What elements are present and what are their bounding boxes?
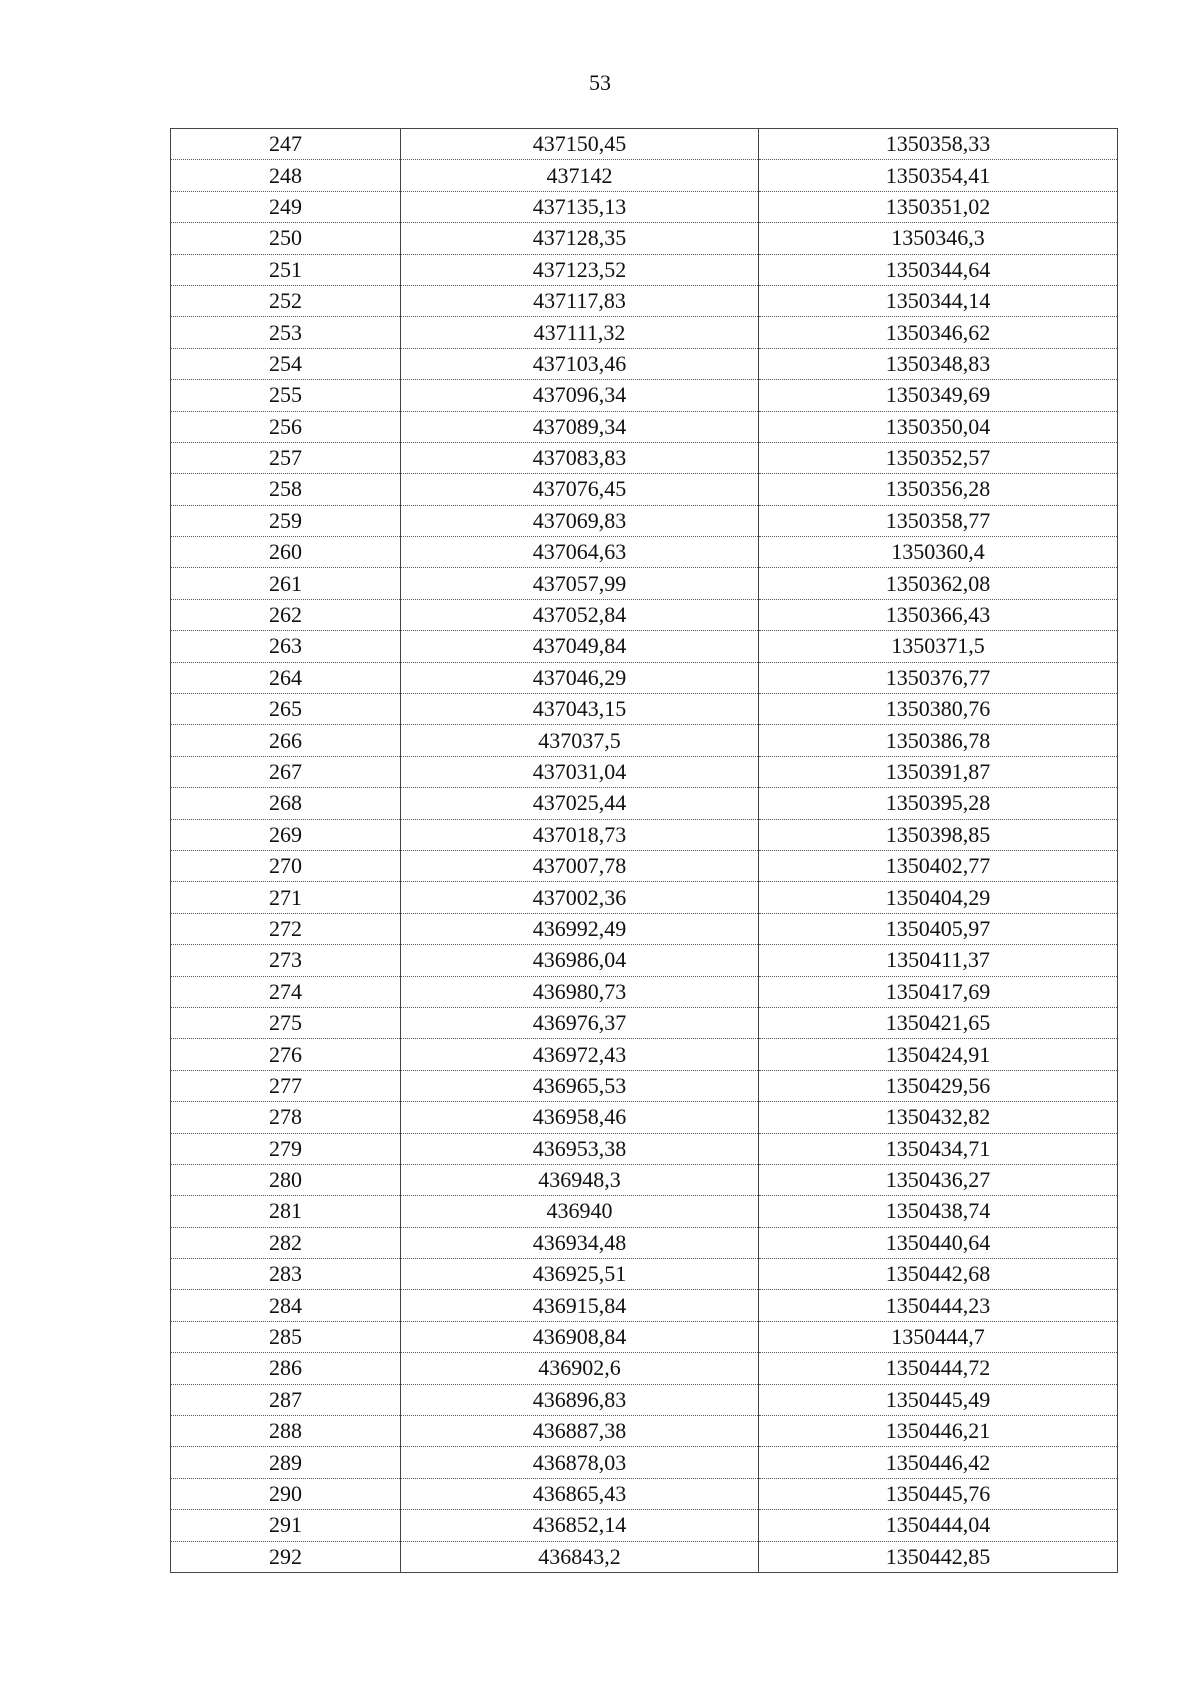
x-coordinate-cell: 436908,84 [401,1321,759,1352]
point-number-cell: 257 [171,442,401,473]
table-row [171,474,1118,505]
point-number-cell: 264 [171,662,401,693]
y-coordinate-cell: 1350358,33 [759,129,1118,160]
y-coordinate-cell: 1350356,28 [759,474,1118,505]
y-coordinate-cell: 1350346,62 [759,317,1118,348]
page-number: 53 [589,70,611,95]
point-number-cell: 289 [171,1447,401,1478]
y-coordinate-cell: 1350349,69 [759,380,1118,411]
point-number-cell: 269 [171,819,401,850]
table-row [171,160,1118,191]
coordinates-table-body [171,129,1118,1573]
y-coordinate-cell: 1350362,08 [759,568,1118,599]
y-coordinate-cell: 1350444,7 [759,1321,1118,1352]
y-coordinate-cell: 1350434,71 [759,1133,1118,1164]
x-coordinate-cell: 436986,04 [401,945,759,976]
x-coordinate-cell: 437007,78 [401,850,759,881]
point-number-cell: 256 [171,411,401,442]
y-coordinate-cell: 1350358,77 [759,505,1118,536]
table-row [171,1227,1118,1258]
table-row [171,819,1118,850]
point-number-cell: 287 [171,1384,401,1415]
x-coordinate-cell: 437069,83 [401,505,759,536]
table-row [171,1353,1118,1384]
point-number-cell: 273 [171,945,401,976]
y-coordinate-cell: 1350438,74 [759,1196,1118,1227]
table-row [171,788,1118,819]
table-row [171,442,1118,473]
table-row [171,1102,1118,1133]
table-row [171,1321,1118,1352]
point-number-cell: 283 [171,1259,401,1290]
point-number-cell: 271 [171,882,401,913]
y-coordinate-cell: 1350346,3 [759,223,1118,254]
x-coordinate-cell: 436972,43 [401,1039,759,1070]
x-coordinate-cell: 437057,99 [401,568,759,599]
x-coordinate-cell: 436896,83 [401,1384,759,1415]
y-coordinate-cell: 1350424,91 [759,1039,1118,1070]
x-coordinate-cell: 437025,44 [401,788,759,819]
table-row [171,505,1118,536]
table-row [171,850,1118,881]
x-coordinate-cell: 436953,38 [401,1133,759,1164]
x-coordinate-cell: 436865,43 [401,1478,759,1509]
point-number-cell: 247 [171,129,401,160]
x-coordinate-cell: 436992,49 [401,913,759,944]
y-coordinate-cell: 1350391,87 [759,756,1118,787]
x-coordinate-cell: 437128,35 [401,223,759,254]
table-row [171,913,1118,944]
point-number-cell: 280 [171,1164,401,1195]
y-coordinate-cell: 1350351,02 [759,191,1118,222]
x-coordinate-cell: 436843,2 [401,1541,759,1572]
table-row [171,882,1118,913]
x-coordinate-cell: 437089,34 [401,411,759,442]
point-number-cell: 272 [171,913,401,944]
point-number-cell: 291 [171,1510,401,1541]
y-coordinate-cell: 1350429,56 [759,1070,1118,1101]
x-coordinate-cell: 437117,83 [401,285,759,316]
point-number-cell: 286 [171,1353,401,1384]
y-coordinate-cell: 1350446,21 [759,1416,1118,1447]
y-coordinate-cell: 1350444,72 [759,1353,1118,1384]
x-coordinate-cell: 437018,73 [401,819,759,850]
point-number-cell: 292 [171,1541,401,1572]
x-coordinate-cell: 437076,45 [401,474,759,505]
point-number-cell: 284 [171,1290,401,1321]
table-row [171,1510,1118,1541]
x-coordinate-cell: 437150,45 [401,129,759,160]
point-number-cell: 261 [171,568,401,599]
table-row [171,380,1118,411]
y-coordinate-cell: 1350442,85 [759,1541,1118,1572]
point-number-cell: 262 [171,599,401,630]
y-coordinate-cell: 1350380,76 [759,694,1118,725]
coordinates-table [170,128,1118,1573]
point-number-cell: 260 [171,537,401,568]
point-number-cell: 270 [171,850,401,881]
point-number-cell: 250 [171,223,401,254]
x-coordinate-cell: 436940 [401,1196,759,1227]
y-coordinate-cell: 1350446,42 [759,1447,1118,1478]
y-coordinate-cell: 1350376,77 [759,662,1118,693]
point-number-cell: 248 [171,160,401,191]
y-coordinate-cell: 1350360,4 [759,537,1118,568]
x-coordinate-cell: 437123,52 [401,254,759,285]
table-row [171,285,1118,316]
point-number-cell: 258 [171,474,401,505]
y-coordinate-cell: 1350395,28 [759,788,1118,819]
point-number-cell: 253 [171,317,401,348]
point-number-cell: 266 [171,725,401,756]
point-number-cell: 259 [171,505,401,536]
table-row [171,317,1118,348]
table-row [171,1541,1118,1572]
point-number-cell: 276 [171,1039,401,1070]
point-number-cell: 278 [171,1102,401,1133]
x-coordinate-cell: 436980,73 [401,976,759,1007]
point-number-cell: 252 [171,285,401,316]
table-row [171,945,1118,976]
x-coordinate-cell: 437096,34 [401,380,759,411]
y-coordinate-cell: 1350354,41 [759,160,1118,191]
table-row [171,1447,1118,1478]
x-coordinate-cell: 437049,84 [401,631,759,662]
y-coordinate-cell: 1350444,04 [759,1510,1118,1541]
y-coordinate-cell: 1350436,27 [759,1164,1118,1195]
point-number-cell: 274 [171,976,401,1007]
x-coordinate-cell: 437002,36 [401,882,759,913]
x-coordinate-cell: 437064,63 [401,537,759,568]
x-coordinate-cell: 437135,13 [401,191,759,222]
x-coordinate-cell: 437052,84 [401,599,759,630]
table-row [171,568,1118,599]
y-coordinate-cell: 1350432,82 [759,1102,1118,1133]
table-row [171,662,1118,693]
y-coordinate-cell: 1350445,49 [759,1384,1118,1415]
table-row [171,976,1118,1007]
table-row [171,1384,1118,1415]
point-number-cell: 255 [171,380,401,411]
table-row [171,411,1118,442]
point-number-cell: 263 [171,631,401,662]
point-number-cell: 275 [171,1007,401,1038]
y-coordinate-cell: 1350352,57 [759,442,1118,473]
y-coordinate-cell: 1350442,68 [759,1259,1118,1290]
point-number-cell: 285 [171,1321,401,1352]
table-row [171,348,1118,379]
y-coordinate-cell: 1350386,78 [759,725,1118,756]
table-row [171,191,1118,222]
y-coordinate-cell: 1350350,04 [759,411,1118,442]
point-number-cell: 281 [171,1196,401,1227]
point-number-cell: 290 [171,1478,401,1509]
point-number-cell: 267 [171,756,401,787]
table-row [171,1196,1118,1227]
point-number-cell: 265 [171,694,401,725]
x-coordinate-cell: 436887,38 [401,1416,759,1447]
y-coordinate-cell: 1350405,97 [759,913,1118,944]
table-row [171,694,1118,725]
point-number-cell: 268 [171,788,401,819]
x-coordinate-cell: 436925,51 [401,1259,759,1290]
y-coordinate-cell: 1350366,43 [759,599,1118,630]
x-coordinate-cell: 436948,3 [401,1164,759,1195]
table-row [171,631,1118,662]
x-coordinate-cell: 437037,5 [401,725,759,756]
x-coordinate-cell: 436934,48 [401,1227,759,1258]
x-coordinate-cell: 436965,53 [401,1070,759,1101]
table-row [171,1259,1118,1290]
table-row [171,223,1118,254]
table-row [171,756,1118,787]
x-coordinate-cell: 436915,84 [401,1290,759,1321]
table-row [171,1416,1118,1447]
y-coordinate-cell: 1350348,83 [759,348,1118,379]
table-row [171,1290,1118,1321]
point-number-cell: 288 [171,1416,401,1447]
x-coordinate-cell: 436878,03 [401,1447,759,1478]
y-coordinate-cell: 1350371,5 [759,631,1118,662]
x-coordinate-cell: 437111,32 [401,317,759,348]
table-row [171,129,1118,160]
y-coordinate-cell: 1350444,23 [759,1290,1118,1321]
x-coordinate-cell: 436902,6 [401,1353,759,1384]
x-coordinate-cell: 437142 [401,160,759,191]
point-number-cell: 282 [171,1227,401,1258]
y-coordinate-cell: 1350411,37 [759,945,1118,976]
point-number-cell: 254 [171,348,401,379]
table-row [171,254,1118,285]
table-row [171,1164,1118,1195]
x-coordinate-cell: 437031,04 [401,756,759,787]
y-coordinate-cell: 1350417,69 [759,976,1118,1007]
point-number-cell: 249 [171,191,401,222]
point-number-cell: 277 [171,1070,401,1101]
y-coordinate-cell: 1350344,14 [759,285,1118,316]
point-number-cell: 251 [171,254,401,285]
x-coordinate-cell: 437103,46 [401,348,759,379]
x-coordinate-cell: 437083,83 [401,442,759,473]
x-coordinate-cell: 436976,37 [401,1007,759,1038]
x-coordinate-cell: 436852,14 [401,1510,759,1541]
y-coordinate-cell: 1350440,64 [759,1227,1118,1258]
y-coordinate-cell: 1350421,65 [759,1007,1118,1038]
y-coordinate-cell: 1350402,77 [759,850,1118,881]
table-row [171,537,1118,568]
table-row [171,599,1118,630]
point-number-cell: 279 [171,1133,401,1164]
y-coordinate-cell: 1350404,29 [759,882,1118,913]
x-coordinate-cell: 437043,15 [401,694,759,725]
table-row [171,1070,1118,1101]
table-row [171,1133,1118,1164]
table-row [171,725,1118,756]
table-row [171,1007,1118,1038]
y-coordinate-cell: 1350398,85 [759,819,1118,850]
table-row [171,1039,1118,1070]
x-coordinate-cell: 436958,46 [401,1102,759,1133]
y-coordinate-cell: 1350445,76 [759,1478,1118,1509]
x-coordinate-cell: 437046,29 [401,662,759,693]
y-coordinate-cell: 1350344,64 [759,254,1118,285]
table-row [171,1478,1118,1509]
